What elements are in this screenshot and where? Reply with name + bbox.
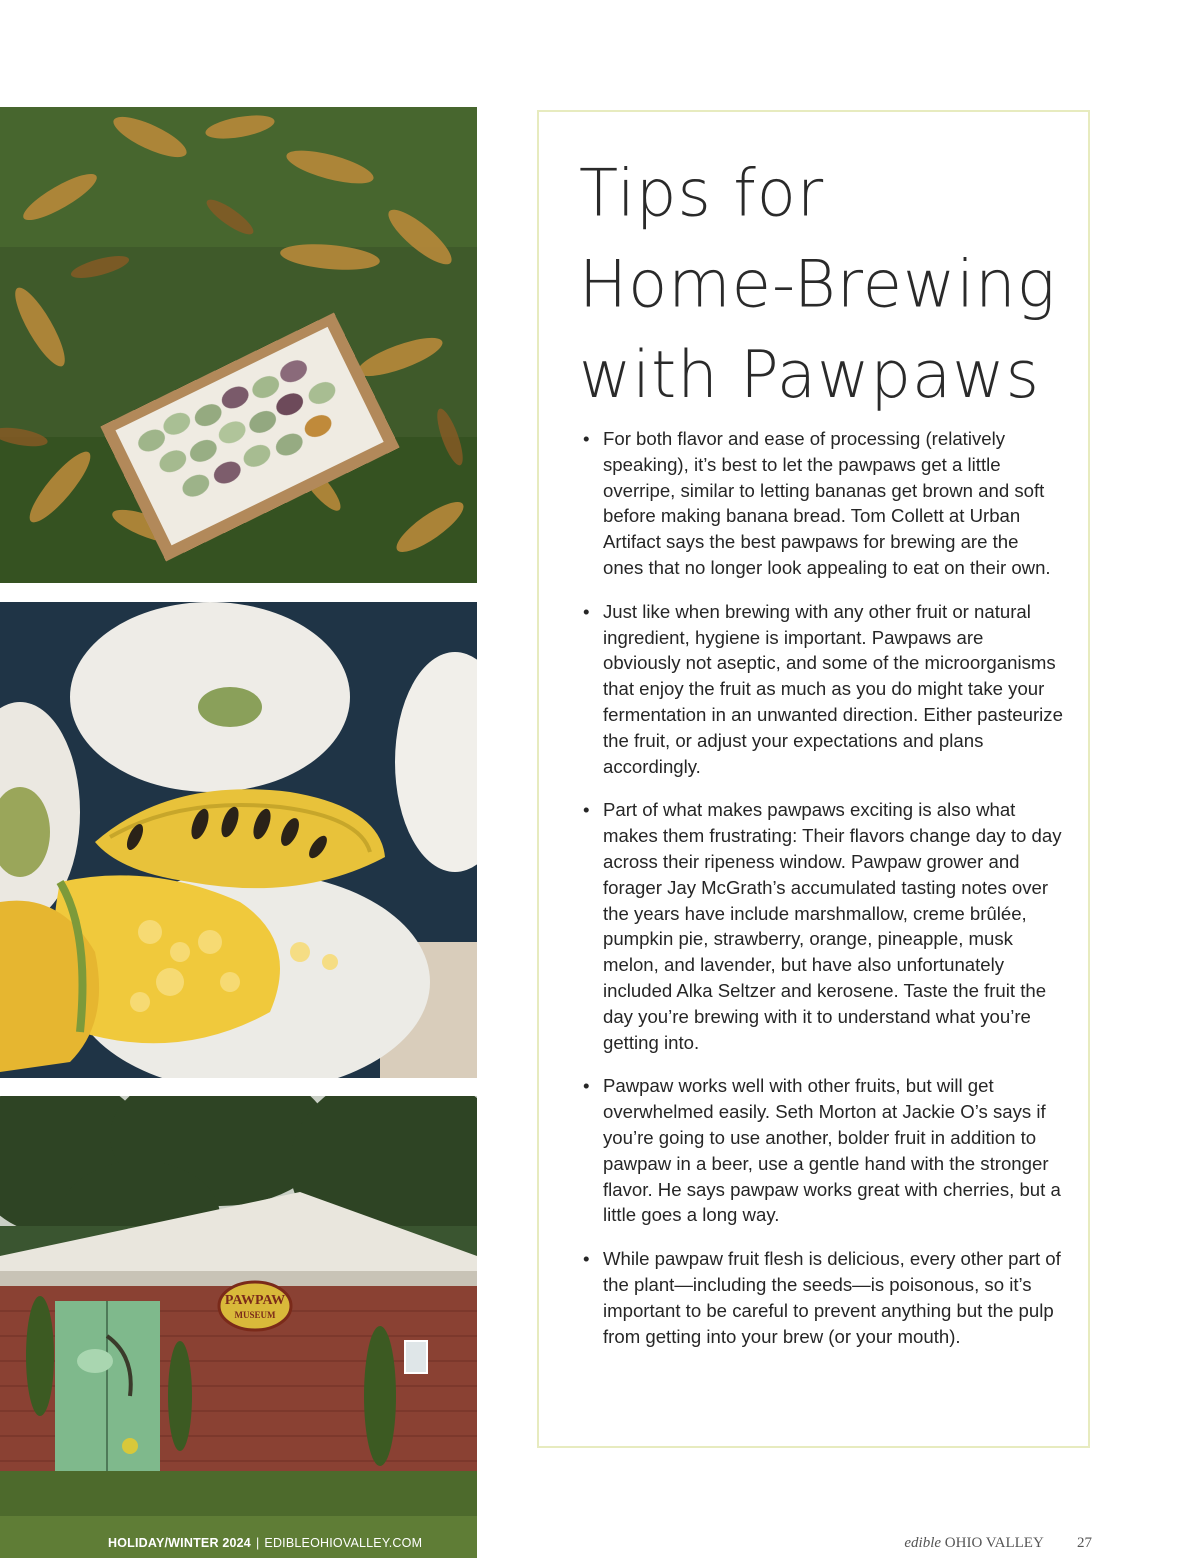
tip-item-flavors: [583, 797, 1063, 1055]
magazine-name: OHIO VALLEY: [944, 1535, 1044, 1551]
page-title: Tips for Home-Brewing with Pawpaws: [579, 156, 1057, 414]
bullet-glyph: •: [583, 600, 590, 622]
magazine-prefix: edible: [904, 1535, 942, 1551]
cut-pawpaw-photo: [0, 602, 477, 1078]
bullet-glyph: •: [583, 1075, 590, 1097]
pawpaw-museum-photo: [0, 1096, 477, 1558]
tips-list: [583, 426, 1063, 1367]
bullet-glyph: •: [583, 799, 590, 821]
issue-label: HOLIDAY/WINTER 2024: [108, 1536, 251, 1550]
bullet-glyph: •: [583, 1248, 590, 1270]
page-number: 27: [1077, 1535, 1092, 1551]
museum-sign-line1: PAWPAW: [224, 1293, 286, 1308]
pawpaw-box-photo: [0, 107, 477, 583]
footer-magazine-info: [904, 1535, 1092, 1552]
tip-text: Part of what makes pawpaws exciting is also what makes them frustrating: Their flavors change day to day across their ripeness window. Pawpaw grower and forager Jay McGrath’s accumulated tasting notes over the years have include marshmallow, creme brûlée, pumpkin pie, strawberry, orange, pineapple, musk melon, and lavender, but have also unfortunately included Alka Seltzer and kerosene. Taste the fruit the day you’re brewing with it to understand what you’re getting into.: [603, 799, 1062, 1053]
website-link[interactable]: EDIBLEOHIOVALLEY.COM: [264, 1536, 423, 1550]
tip-item-poisonous: [583, 1246, 1063, 1349]
tips-sidebar-box: [537, 110, 1090, 1448]
tip-item-hygiene: [583, 599, 1063, 780]
museum-sign-line2: MUSEUM: [234, 1310, 276, 1320]
footer-issue-info: [108, 1536, 422, 1550]
tip-item-other-fruits: [583, 1073, 1063, 1228]
tip-text: Just like when brewing with any other fruit or natural ingredient, hygiene is important. Pawpaws are obviously not aseptic, and some of the microorganisms that enjoy the fruit as much as you do might take your fermentation in an unwanted direction. Either pasteurize the fruit, or adjust your expectations and plans accordingly.: [603, 600, 1063, 777]
tip-text: While pawpaw fruit flesh is delicious, every other part of the plant—including the seeds—is poisonous, so it’s important to be careful to prevent anything but the pulp from getting into your brew (or your mouth).: [603, 1248, 1061, 1347]
tip-item-overripe: [583, 426, 1063, 581]
footer-separator: |: [255, 1536, 260, 1550]
tip-text: Pawpaw works well with other fruits, but will get overwhelmed easily. Seth Morton at Jackie O’s says if you’re going to use another, bolder fruit in addition to pawpaw in a beer, use a gentle hand with the stronger flavor. He says pawpaw works great with cherries, but a little goes a long way.: [603, 1075, 1061, 1226]
bullet-glyph: •: [583, 428, 590, 449]
tip-text: For both flavor and ease of processing (relatively speaking), it’s best to let the pawpaws get a little overripe, similar to letting bananas get brown and soft before making banana bread. Tom Collett at Urban Artifact says the best pawpaws for brewing are the ones that no longer look appealing to eat on their own.: [603, 428, 1051, 578]
